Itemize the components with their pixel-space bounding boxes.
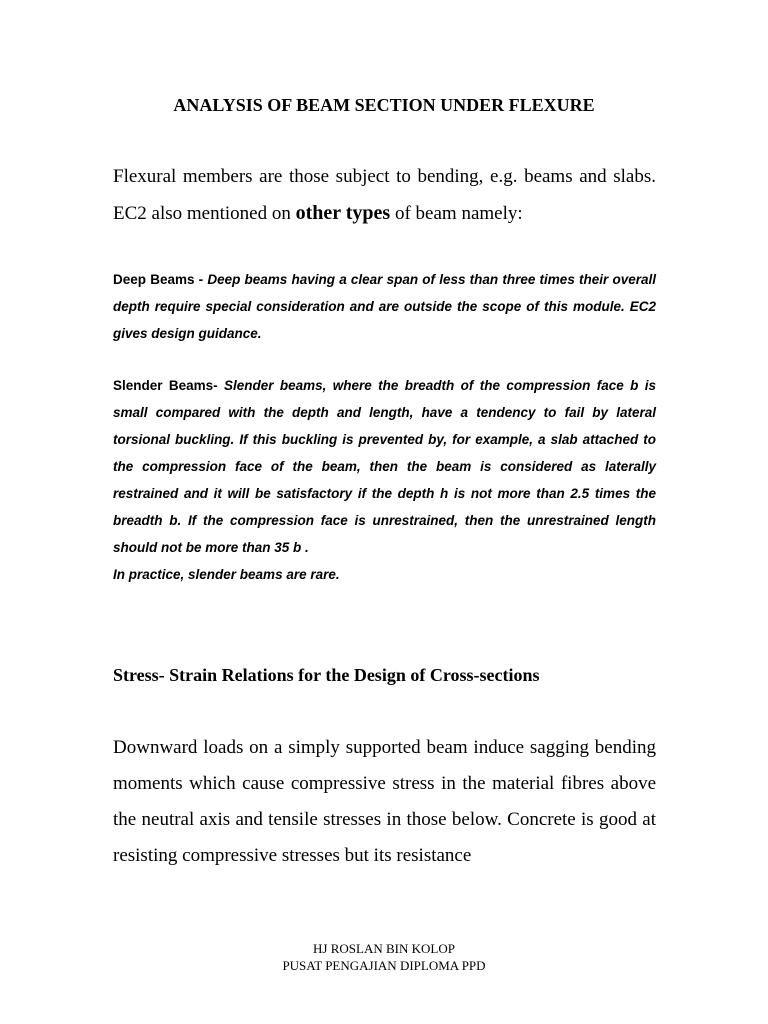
deep-beams-paragraph bbox=[113, 266, 656, 347]
document-title: ANALYSIS OF BEAM SECTION UNDER FLEXURE bbox=[173, 95, 595, 115]
slender-beams-paragraph bbox=[113, 372, 656, 588]
slender-beams-term: Slender Beams- bbox=[113, 378, 218, 393]
deep-beams-description: Deep beams having a clear span of less than three times their overall depth require special consideration and are outside the scope of this module. EC2 gives design guidance. bbox=[113, 272, 656, 341]
footer-author: HJ ROSLAN BIN KOLOP bbox=[313, 941, 455, 956]
section-heading: Stress- Strain Relations for the Design of Cross-sections bbox=[113, 665, 540, 685]
deep-beams-term: Deep Beams - bbox=[113, 272, 204, 287]
downward-loads-paragraph: Downward loads on a simply supported beam induce sagging bending moments which cause compressive stress in the material fibres above the neutral axis and tensile stresses in those below. Concrete is good at resisting compressive stresses but its resistance bbox=[113, 737, 656, 866]
footer-institution: PUSAT PENGAJIAN DIPLOMA PPD bbox=[282, 958, 486, 973]
intro-paragraph bbox=[113, 159, 656, 232]
slender-beams-closing: In practice, slender beams are rare. bbox=[113, 567, 340, 582]
intro-emphasis: other types bbox=[295, 202, 391, 224]
intro-text-start: Flexural members are those subject to bending, e.g. beams and slabs. EC2 also mentioned on bbox=[113, 166, 656, 224]
intro-text-end: of beam namely: bbox=[390, 203, 523, 224]
slender-beams-description: Slender beams, where the breadth of the compression face b is small compared with the depth and length, have a tendency to fail by lateral torsional buckling. If this buckling is prevented by, for example, a slab attached to the compression face of the beam, then the beam is considered as laterally restrained and it will be satisfactory if the depth h is not more than 2.5 times the breadth b. If the compression face is unrestrained, then the unrestrained length should not be more than 35 b . bbox=[113, 378, 656, 555]
